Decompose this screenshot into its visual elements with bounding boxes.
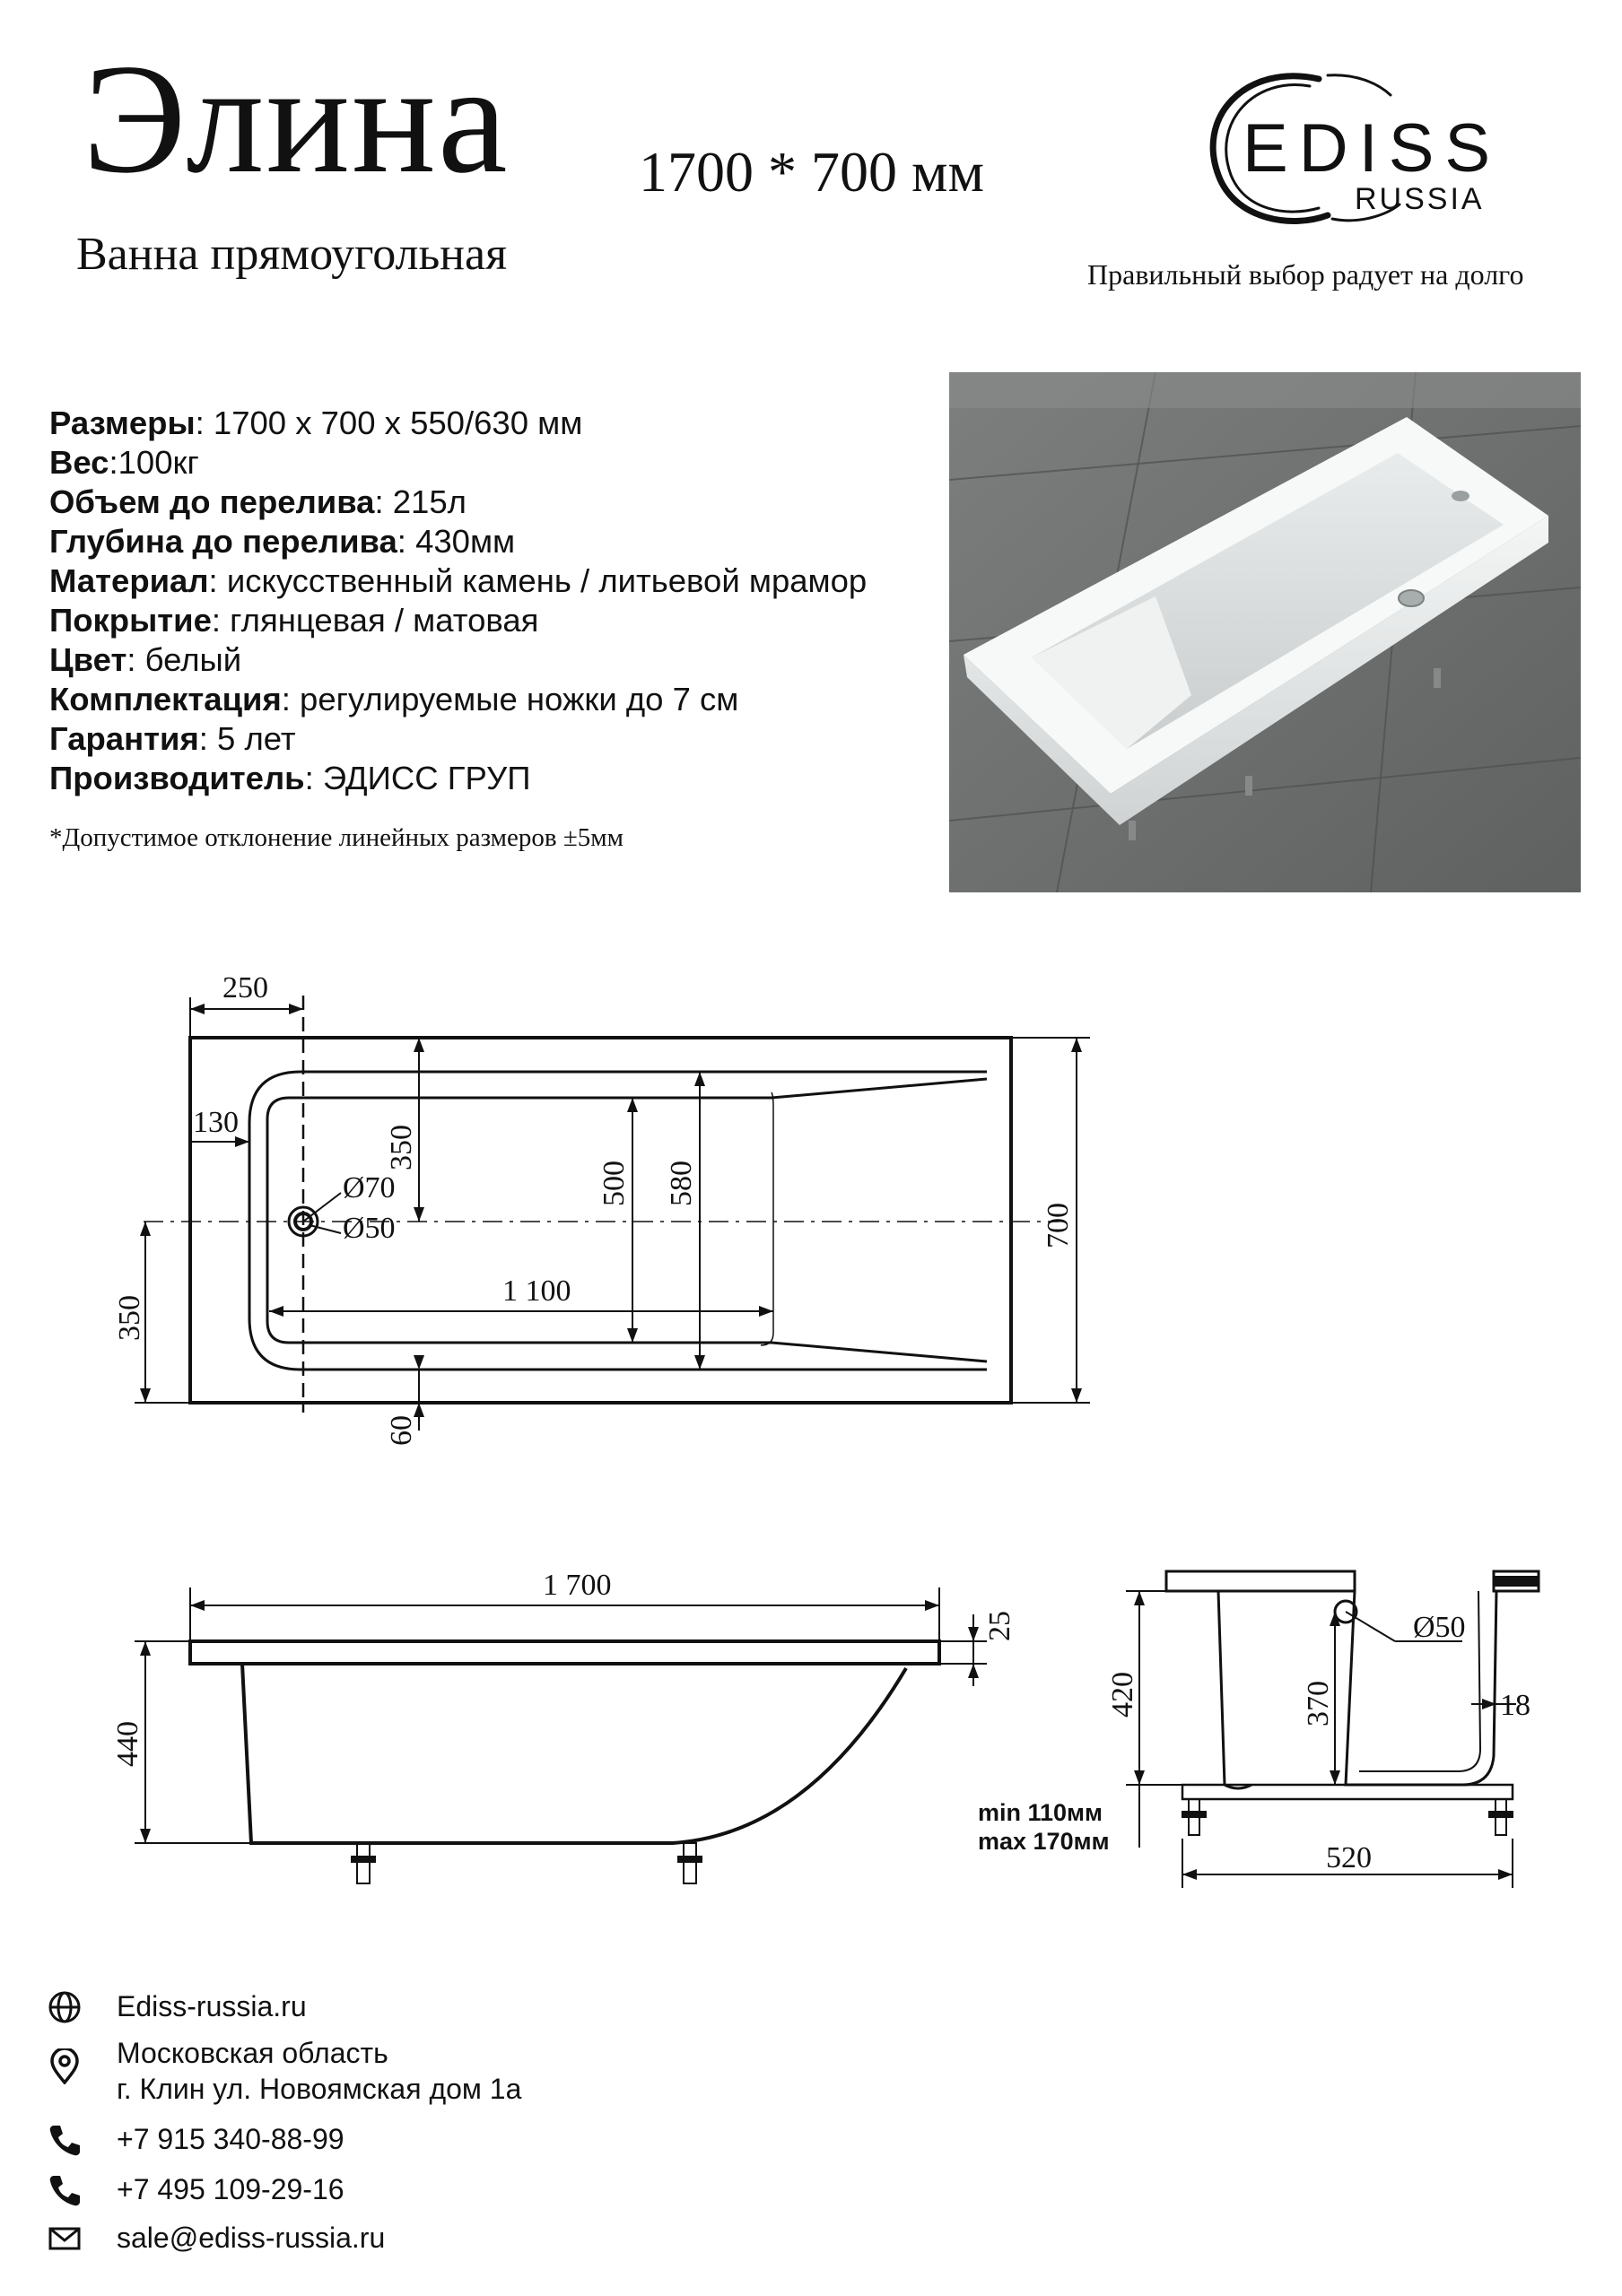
spec-label: Размеры	[49, 404, 196, 441]
product-title: Элина	[83, 31, 510, 205]
spec-label: Объем до перелива	[49, 483, 375, 520]
brand-sub: RUSSIA	[1355, 182, 1485, 216]
dim-o50-end: Ø50	[1413, 1611, 1466, 1644]
dim-500: 500	[597, 1161, 631, 1206]
dim-18: 18	[1500, 1689, 1530, 1722]
dim-60: 60	[385, 1415, 418, 1446]
phone-1-text[interactable]: +7 915 340-88-99	[117, 2123, 344, 2155]
phone-icon	[47, 2122, 83, 2158]
dim-580: 580	[665, 1161, 698, 1206]
website-text[interactable]: Ediss-russia.ru	[117, 1990, 307, 2022]
spec-label: Вес	[49, 444, 109, 481]
spec-label: Комплектация	[49, 681, 282, 718]
email-text[interactable]: sale@ediss-russia.ru	[117, 2222, 386, 2254]
spec-value: : искусственный камень / литьевой мрамор	[208, 562, 868, 599]
spec-value: : белый	[126, 641, 242, 678]
dim-250: 250	[222, 971, 268, 1004]
dim-350-left: 350	[113, 1295, 146, 1341]
product-subtitle: Ванна прямоугольная	[76, 229, 508, 280]
dim-1100: 1 100	[502, 1274, 571, 1308]
envelope-icon	[47, 2221, 83, 2257]
spec-value: : 5 лет	[198, 720, 296, 757]
spec-value: :100кг	[109, 444, 199, 481]
address-line1: Московская область	[117, 2037, 388, 2069]
spec-value: : ЭДИСС ГРУП	[304, 760, 531, 796]
dim-350-top: 350	[385, 1125, 418, 1170]
dim-440: 440	[111, 1721, 144, 1767]
brand-name: EDISS	[1243, 110, 1502, 187]
spec-label: Производитель	[49, 760, 305, 796]
brand-slogan: Правильный выбор радует на долго	[1087, 258, 1524, 291]
dim-370: 370	[1302, 1681, 1335, 1726]
spec-label: Покрытие	[49, 602, 212, 639]
dim-700: 700	[1042, 1203, 1075, 1248]
address-line2: г. Клин ул. Новоямская дом 1а	[117, 2073, 522, 2105]
dim-min: min 110мм	[978, 1799, 1103, 1826]
tolerance-note: *Допустимое отклонение линейных размеров ±5мм	[49, 823, 624, 852]
spec-label: Материал	[49, 562, 209, 599]
dim-1700: 1 700	[543, 1569, 612, 1602]
spec-value: : глянцевая / матовая	[211, 602, 539, 639]
product-size: 1700 * 700 мм	[639, 140, 984, 204]
spec-value: : 430мм	[397, 523, 516, 560]
spec-value: : 1700 х 700 х 550/630 мм	[195, 404, 583, 441]
location-pin-icon	[47, 2048, 83, 2084]
globe-icon	[47, 1989, 83, 2025]
phone-icon	[47, 2172, 83, 2208]
dim-o70: Ø70	[343, 1171, 396, 1205]
spec-label: Цвет	[49, 641, 127, 678]
dim-max: max 170мм	[978, 1828, 1110, 1855]
dim-130: 130	[193, 1106, 239, 1139]
dim-420: 420	[1106, 1672, 1139, 1718]
spec-value: : регулируемые ножки до 7 см	[281, 681, 739, 718]
spec-value: : 215л	[374, 483, 467, 520]
dim-o50: Ø50	[343, 1212, 396, 1245]
dim-520: 520	[1326, 1841, 1372, 1874]
spec-label: Глубина до перелива	[49, 523, 397, 560]
spec-label: Гарантия	[49, 720, 199, 757]
phone-2-text[interactable]: +7 495 109-29-16	[117, 2173, 344, 2205]
dim-25: 25	[983, 1611, 1016, 1641]
